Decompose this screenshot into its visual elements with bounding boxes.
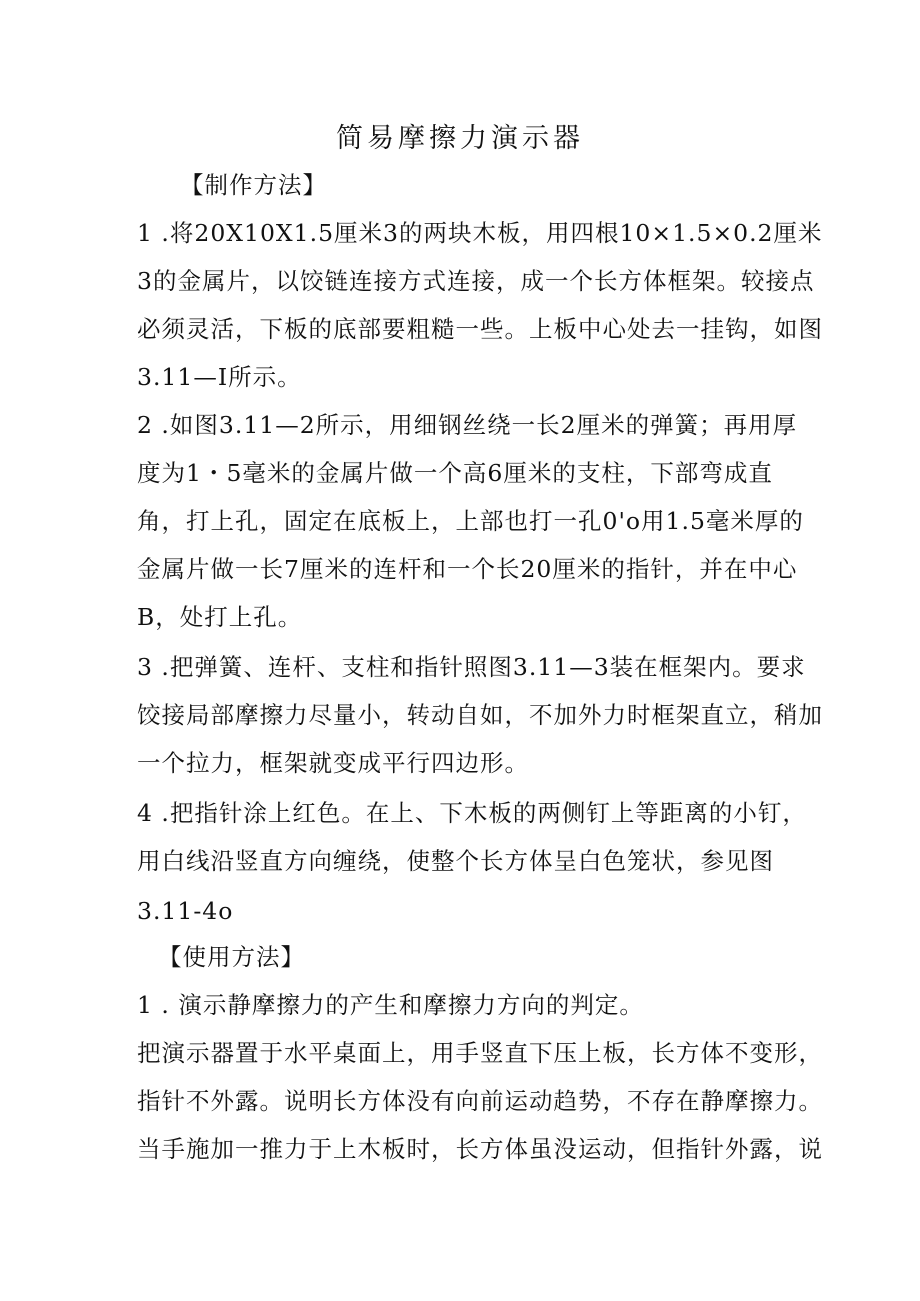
paragraph-line: B，处打上孔。 — [137, 603, 303, 631]
paragraph-line: 指针不外露。说明长方体没有向前运动趋势，不存在静摩擦力。 — [137, 1087, 823, 1115]
paragraph-line: 一个拉力，框架就变成平行四边形。 — [137, 749, 529, 777]
paragraph-line: 必须灵活，下板的底部要粗糙一些。上板中心处去一挂钩，如图 — [137, 315, 823, 343]
paragraph-line: 3.11—I所示。 — [137, 363, 302, 391]
paragraph-line: 当手施加一推力于上木板时，长方体虽没运动，但指针外露，说 — [137, 1135, 823, 1163]
paragraph-line: 3 .把弹簧、连杆、支柱和指针照图3.11—3装在框架内。要求 — [137, 653, 806, 681]
paragraph-line: 1 .将20X10X1.5厘米3的两块木板，用四根10×1.5×0.2厘米 — [137, 219, 823, 247]
paragraph-line: 1 . 演示静摩擦力的产生和摩擦力方向的判定。 — [137, 991, 644, 1019]
section-heading-making: 【制作方法】 — [180, 171, 327, 199]
paragraph-line: 4 .把指针涂上红色。在上、下木板的两侧钉上等距离的小钉， — [137, 799, 807, 827]
paragraph-line: 角，打上孔，固定在底板上，上部也打一孔0'o用1.5毫米厚的 — [137, 507, 804, 535]
paragraph-line: 用白线沿竖直方向缠绕，使整个长方体呈白色笼状，参见图 — [137, 847, 774, 875]
paragraph-line: 2 .如图3.11—2所示，用细钢丝绕一长2厘米的弹簧；再用厚 — [137, 411, 798, 439]
paragraph-line: 度为1・5毫米的金属片做一个高6厘米的支柱，下部弯成直 — [137, 459, 773, 487]
paragraph-line: 把演示器置于水平桌面上，用手竖直下压上板，长方体不变形， — [137, 1039, 823, 1067]
section-heading-usage: 【使用方法】 — [158, 943, 305, 971]
paragraph-line: 3的金属片，以饺链连接方式连接，成一个长方体框架。较接点 — [137, 267, 815, 295]
paragraph-line: 饺接局部摩擦力尽量小，转动自如，不加外力时框架直立，稍加 — [137, 701, 823, 729]
paragraph-line: 3.11-4o — [137, 897, 234, 925]
page-title: 简易摩擦力演示器 — [336, 123, 584, 154]
paragraph-line: 金属片做一长7厘米的连杆和一个长20厘米的指针，并在中心 — [137, 555, 798, 583]
